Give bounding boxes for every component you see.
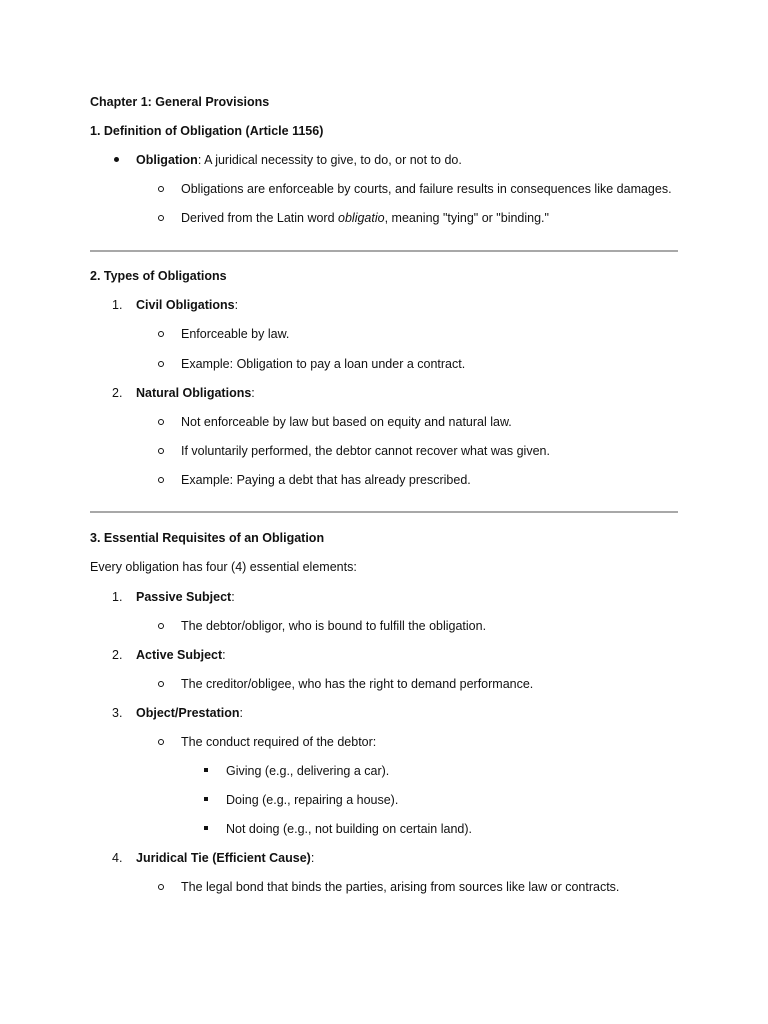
list-number: 1.: [112, 590, 123, 604]
list-item: The debtor/obligor, who is bound to fulfill the obligation.: [181, 619, 487, 633]
list-item: Giving (e.g., delivering a car).: [226, 764, 390, 778]
list-item: The creditor/obligee, who has the right to demand performance.: [181, 677, 534, 691]
section-3-intro: Every obligation has four (4) essential elements:: [90, 560, 357, 574]
item-colon: :: [231, 590, 235, 604]
list-number: 2.: [112, 648, 123, 662]
item-label: Active Subject: [136, 648, 223, 662]
list-number: 3.: [112, 706, 123, 720]
section-1-heading: 1. Definition of Obligation (Article 1156): [90, 124, 324, 138]
definition-item: [136, 152, 462, 168]
list-item: Example: Obligation to pay a loan under a contract.: [181, 357, 466, 371]
sub2-pre: Derived from the Latin word: [181, 211, 339, 225]
circle-bullet-icon: [158, 448, 164, 454]
passive-subject-item: [136, 589, 235, 605]
circle-bullet-icon: [158, 884, 164, 890]
list-item: Not enforceable by law but based on equity and natural law.: [181, 415, 512, 429]
item-label: Juridical Tie (Efficient Cause): [136, 851, 311, 865]
list-item: Enforceable by law.: [181, 327, 290, 341]
item-label: Passive Subject: [136, 590, 232, 604]
circle-bullet-icon: [158, 419, 164, 425]
definition-term: Obligation: [136, 153, 198, 167]
sub2-post: , meaning "tying" or "binding.": [384, 211, 549, 225]
circle-bullet-icon: [158, 477, 164, 483]
circle-bullet-icon: [158, 623, 164, 629]
square-bullet-icon: [204, 797, 208, 801]
list-item: The conduct required of the debtor:: [181, 735, 377, 749]
section-2-heading: 2. Types of Obligations: [90, 269, 227, 283]
item-colon: :: [310, 851, 315, 865]
chapter-title: Chapter 1: General Provisions: [90, 95, 270, 109]
divider: [90, 511, 678, 513]
circle-bullet-icon: [158, 681, 164, 687]
square-bullet-icon: [204, 768, 208, 772]
circle-bullet-icon: [158, 186, 164, 192]
active-subject-item: [136, 647, 226, 663]
item-colon: :: [222, 648, 226, 662]
item-colon: :: [234, 298, 239, 312]
disc-bullet-icon: [114, 157, 119, 162]
juridical-tie-item: [136, 850, 314, 866]
list-item: Not doing (e.g., not building on certain land).: [226, 822, 472, 836]
circle-bullet-icon: [158, 331, 164, 337]
list-item: The legal bond that binds the parties, arising from sources like law or contracts.: [181, 880, 620, 894]
item-colon: :: [239, 706, 243, 720]
definition-sub-2: [181, 210, 549, 226]
circle-bullet-icon: [158, 739, 164, 745]
square-bullet-icon: [204, 826, 208, 830]
divider: [90, 250, 678, 252]
list-number: 1.: [112, 298, 123, 312]
definition-sub-1: Obligations are enforceable by courts, and failure results in consequences like damages.: [181, 182, 672, 196]
definition-text: : A juridical necessity to give, to do, or not to do.: [197, 153, 462, 167]
item-colon: :: [251, 386, 255, 400]
list-item: Doing (e.g., repairing a house).: [226, 793, 399, 807]
list-item: Example: Paying a debt that has already prescribed.: [181, 473, 471, 487]
list-item: If voluntarily performed, the debtor cannot recover what was given.: [181, 444, 550, 458]
circle-bullet-icon: [158, 361, 164, 367]
item-label: Civil Obligations: [136, 298, 235, 312]
list-number: 4.: [112, 851, 123, 865]
natural-obligations-item: [136, 385, 255, 401]
sub2-italic: obligatio: [338, 211, 385, 225]
item-label: Natural Obligations: [136, 386, 252, 400]
section-3-heading: 3. Essential Requisites of an Obligation: [90, 531, 325, 545]
item-label: Object/Prestation: [136, 706, 240, 720]
circle-bullet-icon: [158, 215, 164, 221]
list-number: 2.: [112, 386, 123, 400]
civil-obligations-item: [136, 297, 238, 313]
object-prestation-item: [136, 705, 243, 721]
